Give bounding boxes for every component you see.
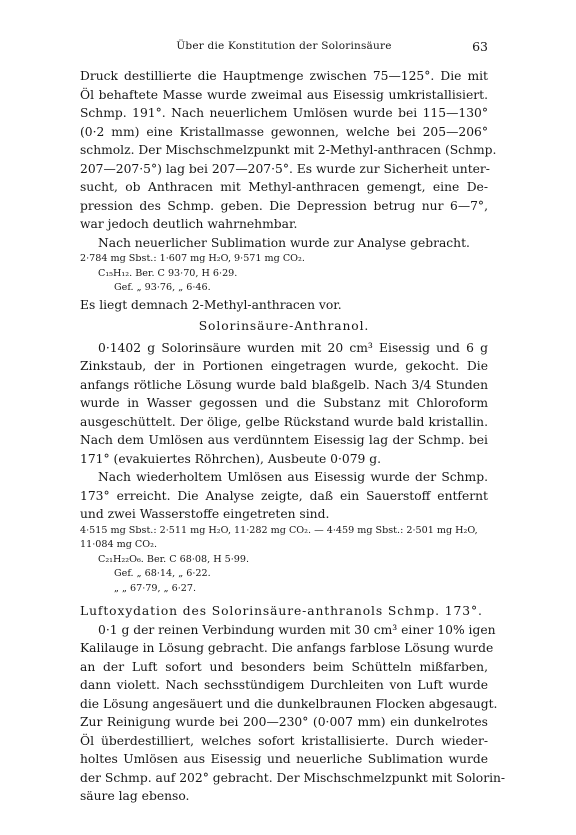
analysis-line: 2·784 mg Sbst.: 1·607 mg H₂O, 9·571 mg CO₂. <box>80 253 305 264</box>
text-line: sucht, ob Anthracen mit Methyl-anthracen gemengt, eine De- <box>80 180 488 194</box>
analysis-line: Gef. „ 68·14, „ 6·22. <box>114 568 211 579</box>
text-line: wurde in Wasser gegossen und die Substanz mit Chloroform <box>80 396 488 410</box>
analysis-block-anthranol <box>80 524 488 597</box>
text-line: (0·2 mm) eine Kristallmasse gewonnen, welche bei 205—206° <box>80 124 488 139</box>
paragraph-conclusion: Es liegt demnach 2-Methyl-anthracen vor. <box>80 297 342 312</box>
section-heading-air-oxidation: Luftoxydation des Solorinsäure-anthranols Schmp. 173°. <box>80 604 483 618</box>
paragraph-sublimation: Nach neuerlicher Sublimation wurde zur Analyse gebracht. <box>98 235 470 250</box>
text-line: Nach dem Umlösen aus verdünntem Eisessig lag der Schmp. bei <box>80 433 488 447</box>
text-line: Öl behaftete Masse wurde zweimal aus Eisessig umkristallisiert. <box>80 87 488 102</box>
text-line: 173° erreicht. Die Analyse zeigte, daß ein Sauerstoff entfernt <box>80 488 488 503</box>
text-line: Öl überdestilliert, welches sofort kristallisierte. Durch wieder- <box>80 733 488 748</box>
analysis-line: „ „ 67·79, „ 6·27. <box>114 582 197 594</box>
text-line: war jedoch deutlich wahrnehmbar. <box>80 217 298 231</box>
text-line: 171° (evakuiertes Röhrchen), Ausbeute 0·079 g. <box>80 451 382 466</box>
paragraph-oxidation <box>80 621 506 806</box>
text-line: holtes Umlösen aus Eisessig und neuerliche Sublimation wurde <box>80 752 488 766</box>
text-line: Zinkstaub, der in Portionen eingetragen wurde, gekocht. Die <box>80 359 488 373</box>
page-header <box>80 40 488 56</box>
paragraph-distillation <box>80 67 497 234</box>
text-line: pression des Schmp. geben. Die Depression betrug nur 6—7°, <box>80 198 488 213</box>
text-line: 0·1 g der reinen Verbindung wurden mit 30 cm³ einer 10% igen <box>98 622 496 637</box>
text-line: der Schmp. auf 202° gebracht. Der Mischschmelzpunkt mit Solorin- <box>80 770 506 785</box>
analysis-block-methylanthracene <box>80 252 488 296</box>
paragraph-recrystallization <box>80 468 488 524</box>
page-body <box>80 67 506 806</box>
text-line: Kalilauge in Lösung gebracht. Die anfangs farblose Lösung wurde <box>80 641 494 655</box>
analysis-line: C₁₅H₁₂. Ber. C 93·70, H 6·29. <box>98 267 238 279</box>
text-line: säure lag ebenso. <box>80 789 190 803</box>
section-heading-anthranol: Solorinsäure-Anthranol. <box>198 319 370 333</box>
text-line: Nach wiederholtem Umlösen aus Eisessig wurde der Schmp. <box>98 470 488 484</box>
text-line: anfangs rötliche Lösung wurde bald blaßgelb. Nach 3/4 Stunden <box>80 377 488 392</box>
text-line: Schmp. 191°. Nach neuerlichem Umlösen wurde bei 115—130° <box>80 106 488 120</box>
text-line: ausgeschüttelt. Der ölige, gelbe Rückstand wurde bald kristallin. <box>80 414 488 429</box>
text-line: schmolz. Der Mischschmelzpunkt mit 2-Methyl-anthracen (Schmp. <box>80 143 497 157</box>
page-number: 63 <box>472 39 488 54</box>
text-line: 207—207·5°) lag bei 207—207·5°. Es wurde zur Sicherheit unter- <box>80 161 490 176</box>
paragraph-reduction <box>80 339 488 469</box>
running-head: Über die Konstitution der Solorinsäure <box>176 40 392 52</box>
analysis-line: 11·084 mg CO₂. <box>80 539 158 550</box>
analysis-line: Gef. „ 93·76, „ 6·46. <box>114 282 211 293</box>
text-line: Zur Reinigung wurde bei 200—230° (0·007 mm) ein dunkelrotes <box>80 715 488 729</box>
text-line: Druck destillierte die Hauptmenge zwischen 75—125°. Die mit <box>80 69 488 83</box>
text-line: an der Luft sofort und besonders beim Schütteln mißfarben, <box>80 659 488 674</box>
analysis-line: C₂₁H₂₂O₆. Ber. C 68·08, H 5·99. <box>98 553 250 565</box>
text-line: 0·1402 g Solorinsäure wurden mit 20 cm³ Eisessig und 6 g <box>98 340 488 355</box>
text-line: dann violett. Nach sechsstündigem Durchleiten von Luft wurde <box>80 678 488 692</box>
text-line: die Lösung angesäuert und die dunkelbraunen Flocken abgesaugt. <box>80 696 498 711</box>
text-line: und zwei Wasserstoffe eingetreten sind. <box>80 507 330 521</box>
analysis-line: 4·515 mg Sbst.: 2·511 mg H₂O, 11·282 mg CO₂. — 4·459 mg Sbst.: 2·501 mg H₂O, <box>80 524 478 536</box>
